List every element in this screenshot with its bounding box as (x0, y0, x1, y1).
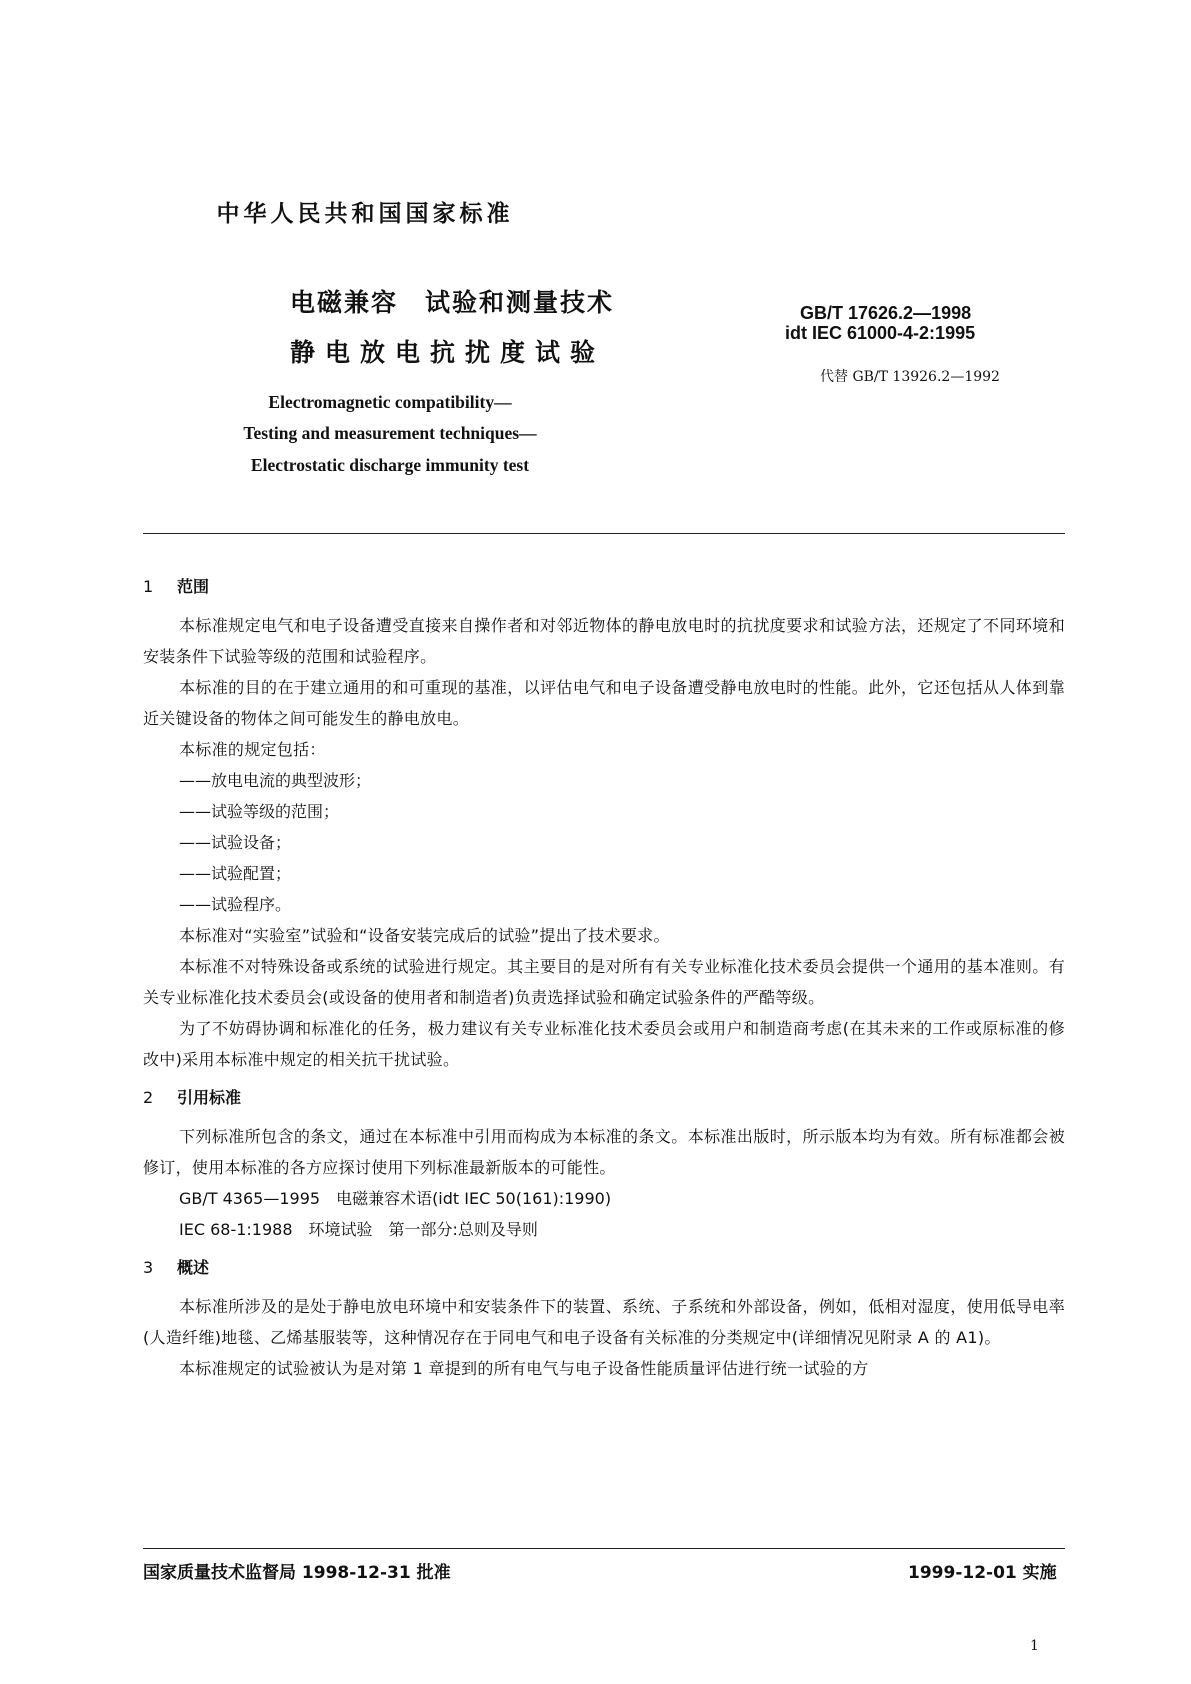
footer-divider (143, 1548, 1065, 1549)
national-standard-title: 中华人民共和国国家标准 (216, 201, 514, 227)
section-scope (143, 572, 1065, 1075)
section-title: 范围 (177, 577, 210, 596)
list-item: ——试验等级的范围； (179, 802, 340, 821)
reference-entry: GB/T 4365—1995 电磁兼容术语(idt IEC 50(161):1990) (179, 1189, 612, 1208)
section-number: 3 (143, 1258, 154, 1277)
reference-entry: IEC 68-1:1988 环境试验 第一部分:总则及导则 (179, 1220, 538, 1239)
section-number: 2 (143, 1088, 154, 1107)
idt-standard-number: idt IEC 61000-4-2:1995 (785, 323, 976, 343)
document-title-line2: 静电放电抗扰度试验 (290, 338, 606, 367)
replaces-standard: 代替 GB/T 13926.2—1992 (820, 369, 1000, 385)
section-number: 1 (143, 577, 154, 596)
section-heading (143, 1253, 1065, 1283)
english-title-line2: Testing and measurement techniques— (243, 423, 537, 443)
english-title-line3: Electrostatic discharge immunity test (250, 455, 530, 475)
paragraph: 本标准对“实验室”试验和“设备安装完成后的试验”提出了技术要求。 (179, 926, 670, 945)
list-item: ——试验程序。 (179, 895, 292, 914)
document-title-line1: 电磁兼容 试验和测量技术 (290, 288, 615, 317)
section-heading (143, 572, 1065, 602)
paragraph: 本标准的规定包括： (179, 740, 326, 759)
implementation-date: 1999-12-01 实施 (908, 1563, 1057, 1583)
list-item: ——放电电流的典型波形； (179, 771, 372, 790)
list-item: ——试验设备； (179, 833, 292, 852)
section-overview (143, 1253, 1065, 1384)
section-title: 概述 (177, 1258, 210, 1277)
page-number: 1 (1030, 1638, 1039, 1654)
document-body (143, 572, 1065, 1384)
paragraph: 下列标准所包含的条文，通过在本标准中引用而构成为本标准的条文。本标准出版时，所示版本均为有效。所有标准都会被修订，使用本标准的各方应探讨使用下列标准最新版本的可能性。 (143, 1127, 1065, 1177)
section-title: 引用标准 (177, 1088, 242, 1107)
section-heading (143, 1083, 1065, 1113)
paragraph: 本标准规定电气和电子设备遭受直接来自操作者和对邻近物体的静电放电时的抗扰度要求和试验方法，还规定了不同环境和安装条件下试验等级的范围和试验程序。 (143, 616, 1065, 666)
list-item: ——试验配置； (179, 864, 292, 883)
paragraph: 为了不妨碍协调和标准化的任务，极力建议有关专业标准化技术委员会或用户和制造商考虑(在其未来的工作或原标准的修改中)采用本标准中规定的相关抗干扰试验。 (143, 1019, 1065, 1069)
section-normative-references (143, 1083, 1065, 1245)
header-divider (143, 533, 1065, 534)
paragraph: 本标准规定的试验被认为是对第 1 章提到的所有电气与电子设备性能质量评估进行统一试验的方 (179, 1359, 869, 1378)
english-title-line1: Electromagnetic compatibility— (268, 392, 512, 412)
paragraph: 本标准不对特殊设备或系统的试验进行规定。其主要目的是对所有有关专业标准化技术委员会提供一个通用的基本准则。有关专业标准化技术委员会(或设备的使用者和制造者)负责选择试验和确定试验条件的严酷等级。 (143, 957, 1065, 1007)
paragraph: 本标准的目的在于建立通用的和可重现的基准，以评估电气和电子设备遭受静电放电时的性能。此外，它还包括从人体到靠近关键设备的物体之间可能发生的静电放电。 (143, 678, 1065, 728)
paragraph: 本标准所涉及的是处于静电放电环境中和安装条件下的装置、系统、子系统和外部设备，例如，低相对湿度，使用低导电率(人造纤维)地毯、乙烯基服装等，这种情况存在于同电气和电子设备有关标准的分类规定中(详细情况见附录 A 的 A1)。 (143, 1297, 1065, 1347)
standard-number: GB/T 17626.2—1998 (800, 303, 972, 323)
approval-date: 国家质量技术监督局 1998-12-31 批准 (143, 1563, 451, 1583)
